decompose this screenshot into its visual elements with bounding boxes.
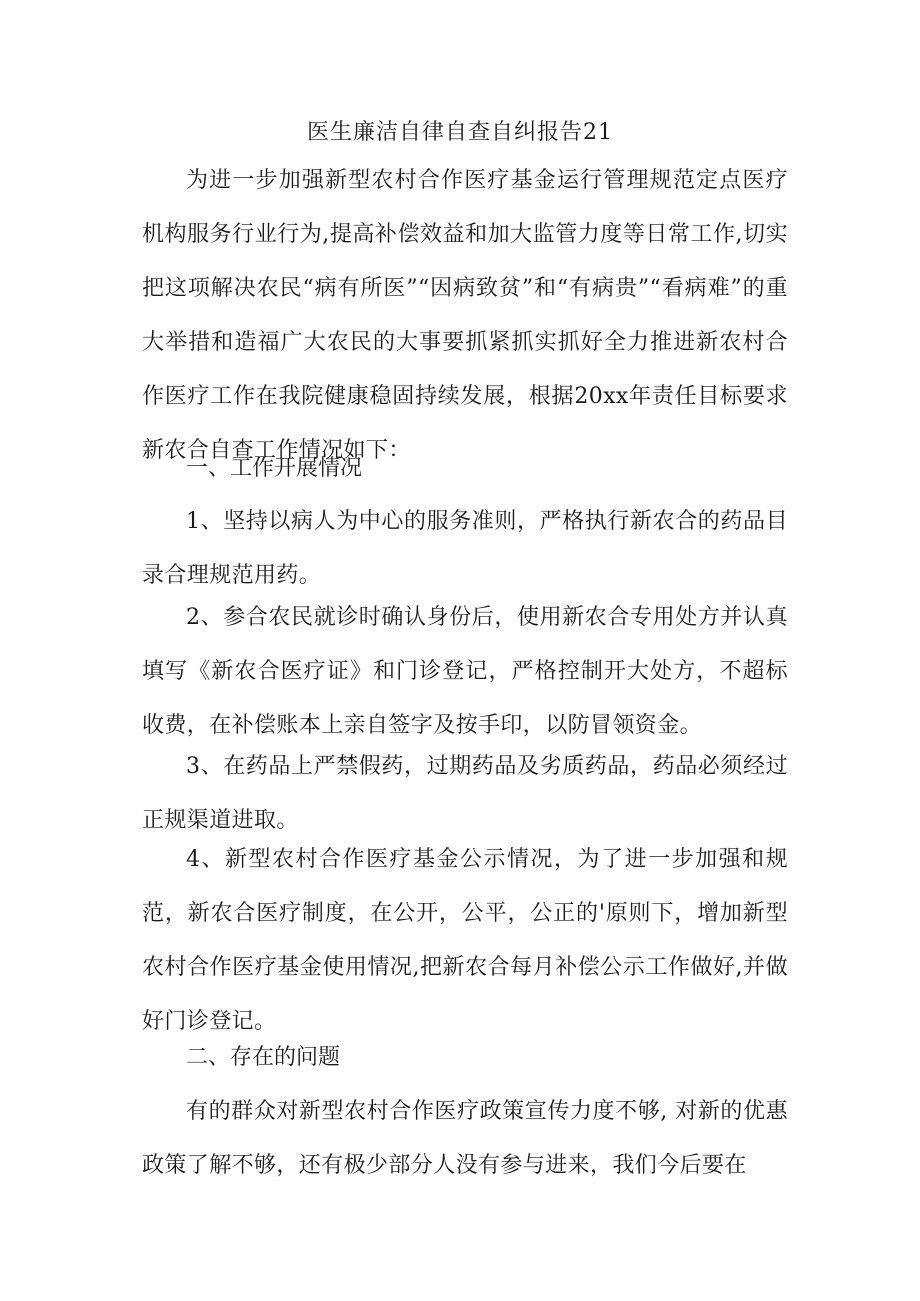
section-heading-work: 一、工作开展情况 (186, 456, 363, 481)
list-item-1: 1、坚持以病人为中心的服务准则，严格执行新农合的药品目录合理规范用药。 (142, 509, 788, 588)
document-title: 医生廉洁自律自查自纠报告21 (307, 120, 613, 145)
intro-paragraph: 为进一步加强新型农村合作医疗基金运行管理规范定点医疗机构服务行业行为,提高补偿效益和加大监管力度等日常工作,切实把这项解决农民“病有所医”“因病致贫”和“有病贵”“看病难”的重大举措和造福广大农民的大事要抓紧抓实抓好全力推进新农村合作医疗工作在我院健康稳固持续发展，根据20xx年责任目标要求新农合自查工作情况如下： (142, 168, 788, 463)
problems-paragraph: 有的群众对新型农村合作医疗政策宣传力度不够, 对新的优惠政策了解不够，还有极少部分人没有参与进来，我们今后要在 (142, 1099, 788, 1178)
list-item-3: 3、在药品上严禁假药，过期药品及劣质药品，药品必须经过正规渠道进取。 (142, 754, 788, 833)
list-item-4: 4、新型农村合作医疗基金公示情况，为了进一步加强和规范，新农合医疗制度，在公开，公平，公正的'原则下，增加新型农村合作医疗基金使用情况,把新农合每月补偿公示工作做好,并做好门诊登记。 (142, 847, 788, 1034)
section-heading-problems: 二、存在的问题 (186, 1045, 341, 1070)
list-item-2: 2、参合农民就诊时确认身份后，使用新农合专用处方并认真填写《新农合医疗证》和门诊登记，严格控制开大处方，不超标收费，在补偿账本上亲自签字及按手印，以防冒领资金。 (142, 605, 788, 738)
